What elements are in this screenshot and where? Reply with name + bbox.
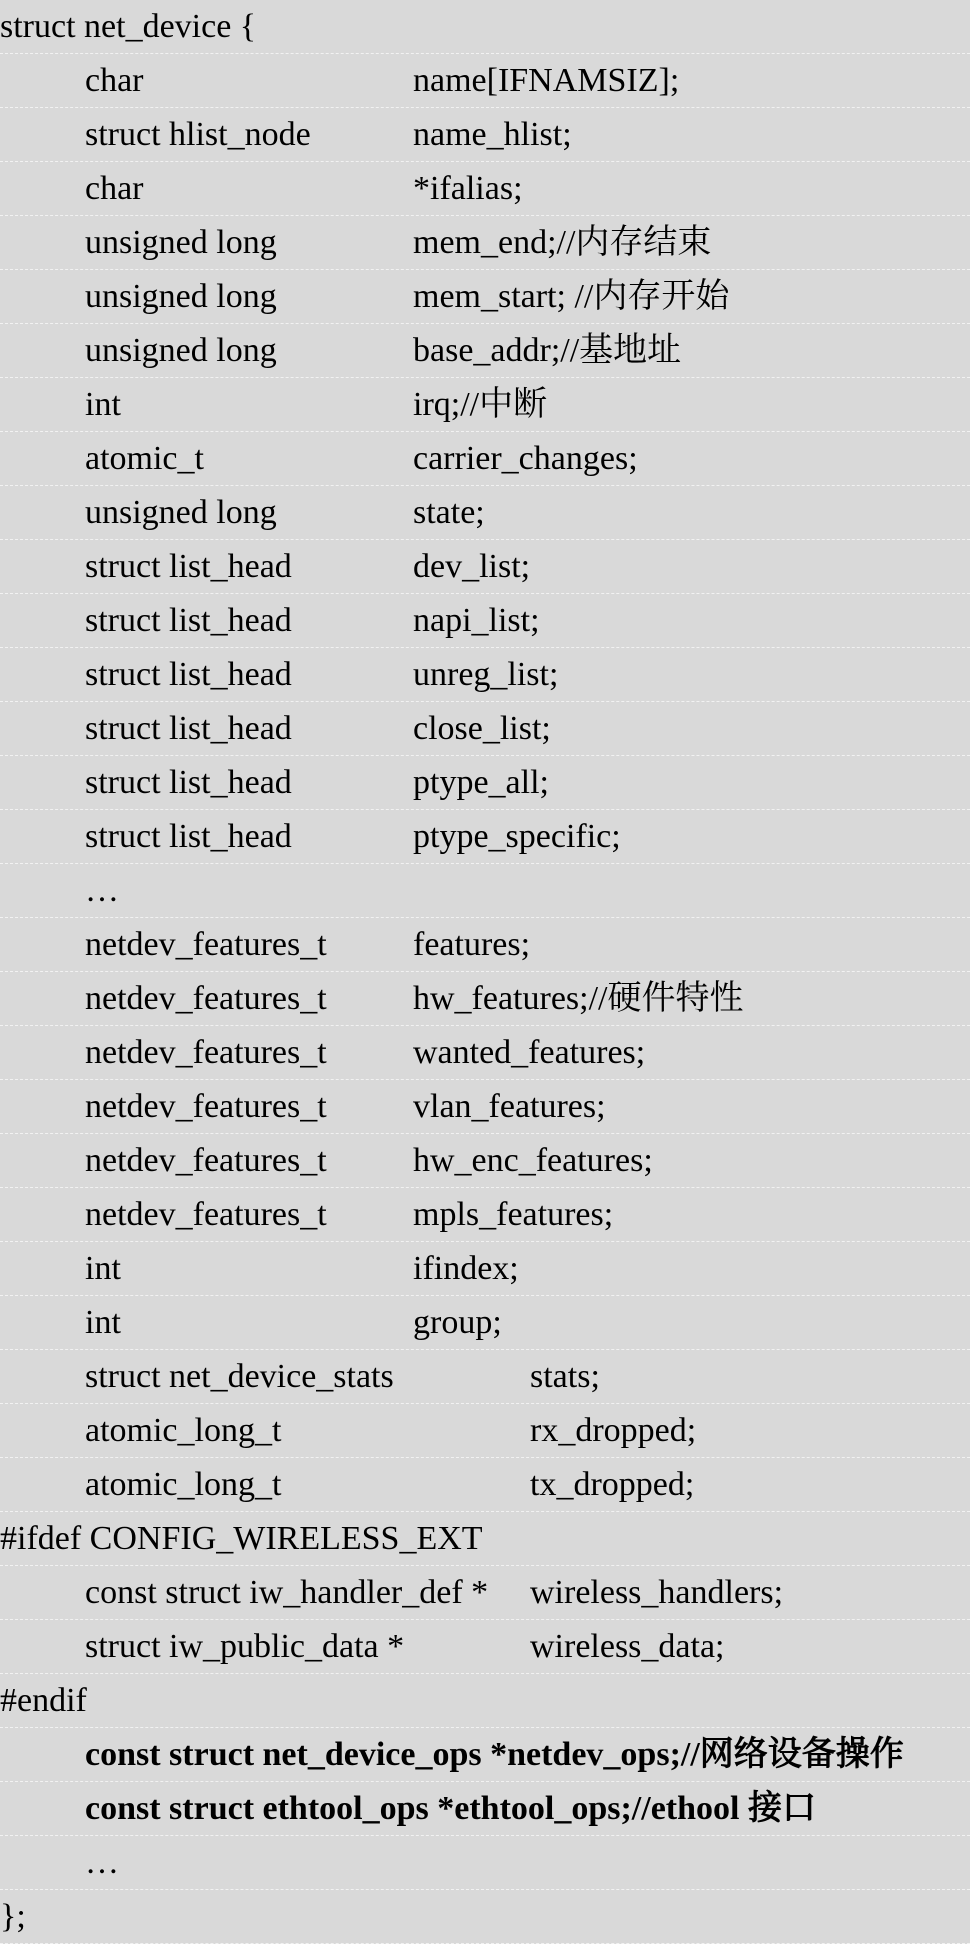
code-line xyxy=(0,1026,970,1080)
code-line-type: char xyxy=(85,170,144,207)
code-line-type: netdev_features_t xyxy=(85,926,327,963)
code-line xyxy=(0,756,970,810)
code-line xyxy=(0,108,970,162)
code-line-member: wireless_data; xyxy=(530,1628,725,1665)
code-line-type: netdev_features_t xyxy=(85,1034,327,1071)
code-line-text: #ifdef CONFIG_WIRELESS_EXT xyxy=(0,1520,483,1557)
code-line-type: int xyxy=(85,1250,121,1287)
code-line-member: dev_list; xyxy=(413,548,531,585)
code-line xyxy=(0,1836,970,1890)
code-line-type: atomic_long_t xyxy=(85,1412,282,1449)
code-line-type: const struct iw_handler_def * xyxy=(85,1574,489,1611)
code-line xyxy=(0,1728,970,1782)
code-line-member: unreg_list; xyxy=(413,656,559,693)
code-line-type: unsigned long xyxy=(85,332,277,369)
code-line xyxy=(0,1458,970,1512)
code-line-member: features; xyxy=(413,926,531,963)
code-line xyxy=(0,1620,970,1674)
code-line-type: atomic_t xyxy=(85,440,204,477)
code-line-type: netdev_features_t xyxy=(85,1088,327,1125)
code-line-member: base_addr;//基地址 xyxy=(413,332,682,369)
code-line xyxy=(0,648,970,702)
code-line-member: stats; xyxy=(530,1358,600,1395)
code-line xyxy=(0,1080,970,1134)
code-line xyxy=(0,432,970,486)
code-line-text: }; xyxy=(0,1898,26,1935)
code-line-member: ptype_all; xyxy=(413,764,549,801)
code-line xyxy=(0,1512,970,1566)
code-line xyxy=(0,918,970,972)
code-line-type: unsigned long xyxy=(85,278,277,315)
code-line-member: vlan_features; xyxy=(413,1088,606,1125)
code-line-member: mem_start; //内存开始 xyxy=(413,278,730,315)
code-line xyxy=(0,1188,970,1242)
code-line-text: #endif xyxy=(0,1682,87,1719)
code-line-type: struct list_head xyxy=(85,710,292,747)
code-line-type: struct list_head xyxy=(85,656,292,693)
code-line-type: int xyxy=(85,386,121,423)
code-line xyxy=(0,162,970,216)
code-line-type: char xyxy=(85,62,144,99)
code-line-type: struct hlist_node xyxy=(85,116,311,153)
code-line-member: close_list; xyxy=(413,710,551,747)
code-line-text: struct net_device { xyxy=(0,8,257,45)
code-line-member: group; xyxy=(413,1304,502,1341)
code-line-member: mpls_features; xyxy=(413,1196,614,1233)
code-line xyxy=(0,1566,970,1620)
code-line-member: ptype_specific; xyxy=(413,818,621,855)
code-line xyxy=(0,0,970,54)
code-line-type: struct list_head xyxy=(85,602,292,639)
code-line xyxy=(0,594,970,648)
code-line-type: atomic_long_t xyxy=(85,1466,282,1503)
code-line-type: netdev_features_t xyxy=(85,980,327,1017)
code-line-member: ifindex; xyxy=(413,1250,519,1287)
code-line-member: irq;//中断 xyxy=(413,386,548,423)
code-line-member: hw_features;//硬件特性 xyxy=(413,980,744,1017)
code-line-member: name_hlist; xyxy=(413,116,572,153)
code-line-member: state; xyxy=(413,494,485,531)
code-line-member: *ifalias; xyxy=(413,170,523,207)
code-line xyxy=(0,216,970,270)
code-line-text: const struct net_device_ops *netdev_ops;//网络设备操作 xyxy=(85,1736,904,1773)
code-line xyxy=(0,864,970,918)
code-line xyxy=(0,54,970,108)
code-line xyxy=(0,1134,970,1188)
code-line-type: struct net_device_stats xyxy=(85,1358,394,1395)
code-line-type: struct iw_public_data * xyxy=(85,1628,405,1665)
code-line-member: wireless_handlers; xyxy=(530,1574,784,1611)
code-line-text: const struct ethtool_ops *ethtool_ops;//ethool 接口 xyxy=(85,1790,816,1827)
code-line xyxy=(0,270,970,324)
code-line-member: rx_dropped; xyxy=(530,1412,697,1449)
code-line xyxy=(0,486,970,540)
code-line-member: tx_dropped; xyxy=(530,1466,695,1503)
code-line xyxy=(0,1404,970,1458)
code-line-member: napi_list; xyxy=(413,602,540,639)
code-line-type: struct list_head xyxy=(85,548,292,585)
code-line-text: … xyxy=(85,872,119,909)
code-line-type: netdev_features_t xyxy=(85,1196,327,1233)
code-line xyxy=(0,540,970,594)
code-line-type: struct list_head xyxy=(85,764,292,801)
code-line-type: struct list_head xyxy=(85,818,292,855)
code-line-member: name[IFNAMSIZ]; xyxy=(413,62,680,99)
code-line xyxy=(0,972,970,1026)
code-line-type: netdev_features_t xyxy=(85,1142,327,1179)
code-line xyxy=(0,702,970,756)
code-line-member: carrier_changes; xyxy=(413,440,638,477)
code-line-type: int xyxy=(85,1304,121,1341)
code-line xyxy=(0,1350,970,1404)
code-line xyxy=(0,1296,970,1350)
code-line xyxy=(0,1782,970,1836)
code-line xyxy=(0,1242,970,1296)
code-line-member: wanted_features; xyxy=(413,1034,646,1071)
code-line xyxy=(0,324,970,378)
code-line-member: hw_enc_features; xyxy=(413,1142,653,1179)
code-line xyxy=(0,378,970,432)
code-line-type: unsigned long xyxy=(85,494,277,531)
code-line xyxy=(0,1674,970,1728)
code-line xyxy=(0,1890,970,1944)
code-line-text: … xyxy=(85,1844,119,1881)
code-line-member: mem_end;//内存结束 xyxy=(413,224,712,261)
code-line-type: unsigned long xyxy=(85,224,277,261)
code-line xyxy=(0,810,970,864)
